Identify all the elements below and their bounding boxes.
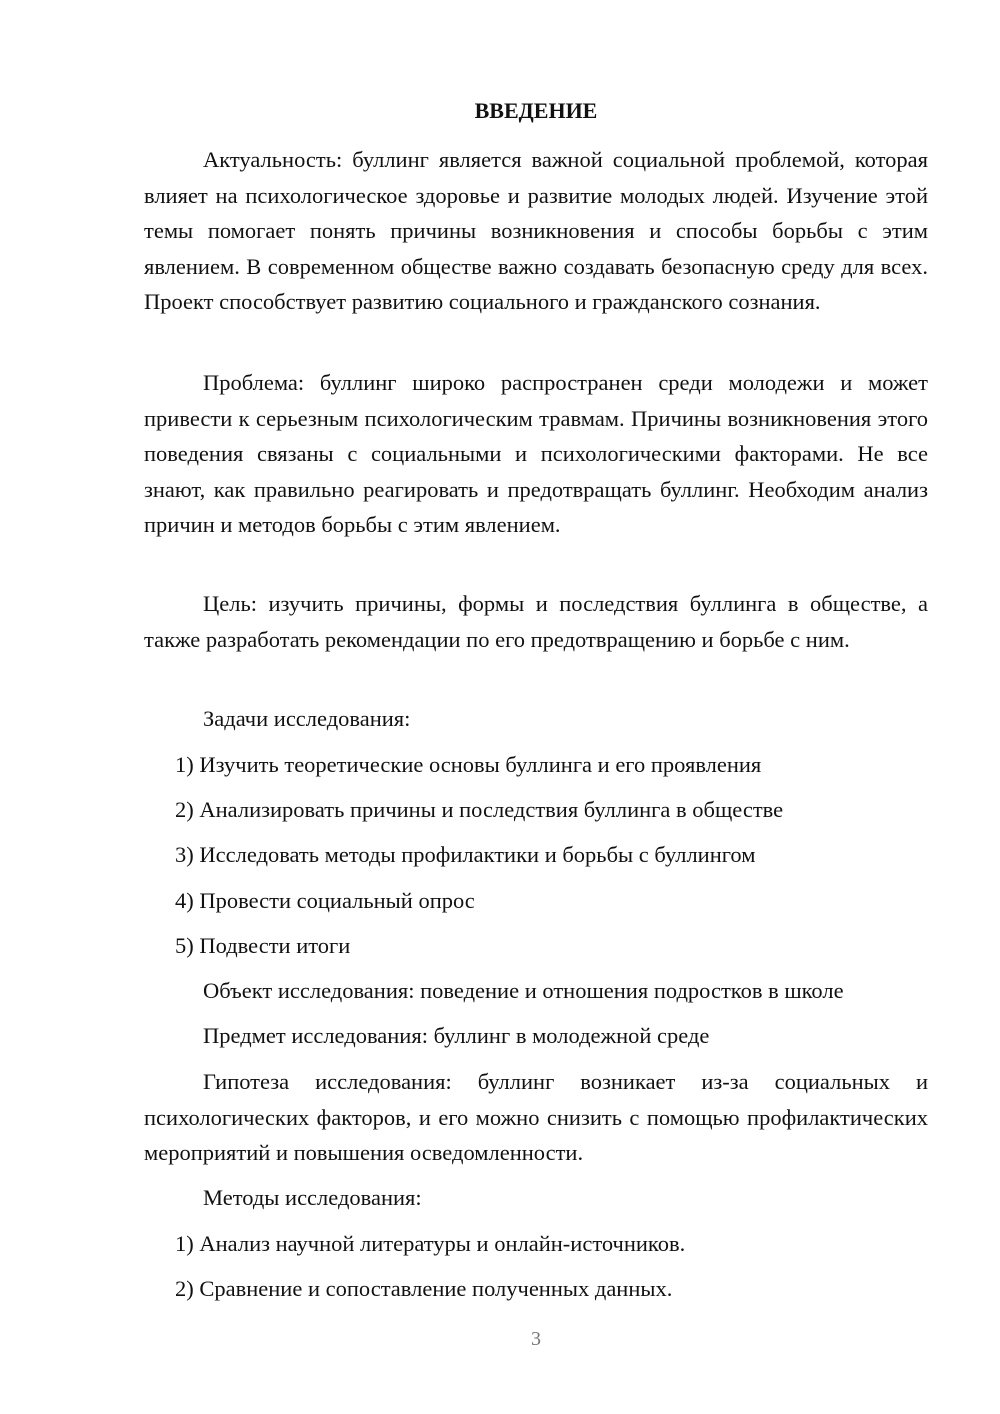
task-item-5: 5) Подвести итоги <box>175 933 351 958</box>
page-title: ВВЕДЕНИЕ <box>474 98 598 123</box>
tasks-heading: Задачи исследования: <box>203 706 411 731</box>
research-object: Объект исследования: поведение и отношения подростков в школе <box>203 978 844 1003</box>
task-item-3: 3) Исследовать методы профилактики и борьбы с буллингом <box>175 842 756 867</box>
goal-paragraph: Цель: изучить причины, формы и последствия буллинга в обществе, а также разработать рекомендации по его предотвращению и борьбе с ним. <box>144 591 928 652</box>
task-item-4: 4) Провести социальный опрос <box>175 888 475 913</box>
method-item-1: 1) Анализ научной литературы и онлайн-источников. <box>175 1231 686 1256</box>
problem-paragraph: Проблема: буллинг широко распространен среди молодежи и может привести к серьезным психологическим травмам. Причины возникновения этого поведения связаны с социальными и психологическими факторами. Не все знают, как правильно реагировать и предотвращать буллинг. Необходим анализ причин и методов борьбы с этим явлением. <box>144 370 928 537</box>
research-subject: Предмет исследования: буллинг в молодежной среде <box>203 1023 710 1048</box>
page-number: 3 <box>531 1328 541 1350</box>
method-item-2: 2) Сравнение и сопоставление полученных данных. <box>175 1276 673 1301</box>
task-item-2: 2) Анализировать причины и последствия буллинга в обществе <box>175 797 784 822</box>
relevance-paragraph: Актуальность: буллинг является важной социальной проблемой, которая влияет на психологическое здоровье и развитие молодых людей. Изучение этой темы помогает понять причины возникновения и способы борьбы с этим явлением. В современном обществе важно создавать безопасную среду для всех. Проект способствует развитию социального и гражданского сознания. <box>144 147 928 314</box>
hypothesis-paragraph: Гипотеза исследования: буллинг возникает из-за социальных и психологических факторов, и его можно снизить с помощью профилактических мероприятий и повышения осведомленности. <box>144 1069 928 1165</box>
task-item-1: 1) Изучить теоретические основы буллинга и его проявления <box>175 752 762 777</box>
methods-heading: Методы исследования: <box>203 1185 422 1210</box>
